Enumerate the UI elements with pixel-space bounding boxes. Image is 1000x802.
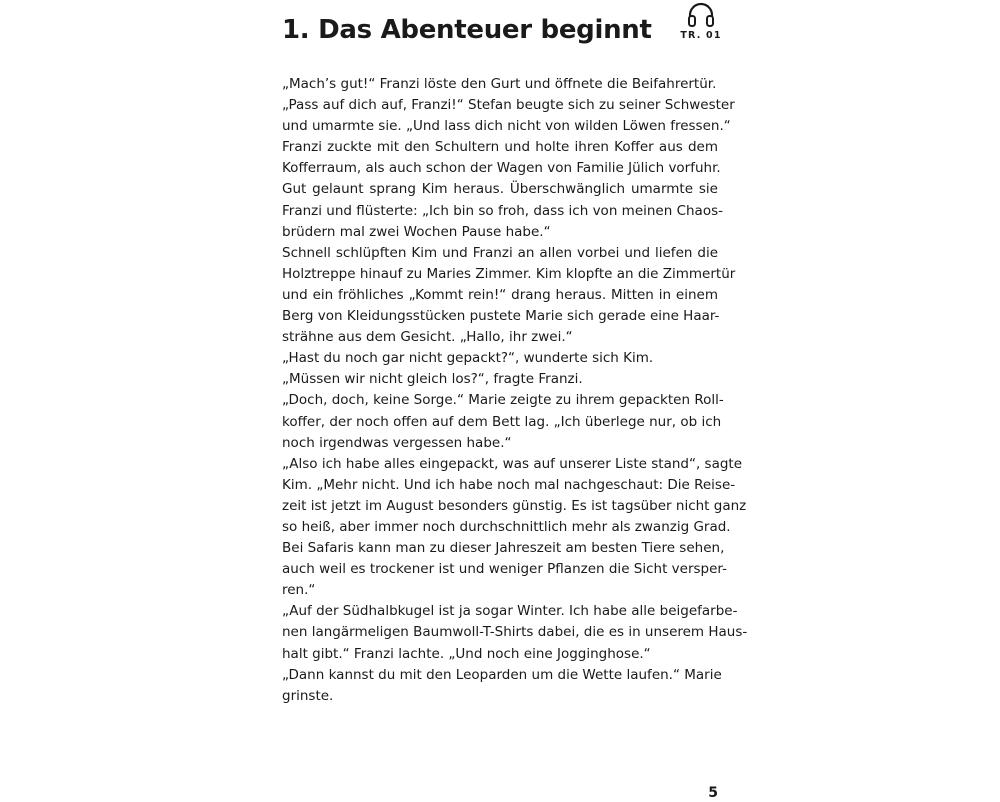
page-number: 5 bbox=[708, 785, 718, 801]
text-line: „Also ich habe alles eingepackt, was auf unserer Liste stand“, sagte bbox=[282, 455, 743, 472]
text-line: strähne aus dem Gesicht. „Hallo, ihr zwei.“ bbox=[282, 329, 573, 346]
text-line: „Auf der Südhalbkugel ist ja sogar Winter. Ich habe alle beigefarbe- bbox=[282, 603, 738, 620]
text-line: „Mach’s gut!“ Franzi löste den Gurt und öffnete die Beifahrertür. bbox=[282, 76, 717, 92]
audio-track-marker bbox=[672, 0, 730, 41]
text-line: Gut gelaunt sprang Kim heraus. Überschwänglich umarmte sie bbox=[282, 181, 718, 198]
text-line: grinste. bbox=[282, 687, 334, 704]
text-line: „Doch, doch, keine Sorge.“ Marie zeigte zu ihrem gepackten Roll- bbox=[282, 392, 724, 409]
text-line: und umarmte sie. „Und lass dich nicht von wilden Löwen fressen.“ bbox=[282, 118, 731, 135]
text-line: „Pass auf dich auf, Franzi!“ Stefan beugte sich zu seiner Schwester bbox=[282, 97, 735, 114]
text-line: Bei Safaris kann man zu dieser Jahreszeit am besten Tiere sehen, bbox=[282, 540, 725, 557]
chapter-title: 1. Das Abenteuer beginnt bbox=[282, 15, 652, 45]
text-line: Kofferraum, als auch schon der Wagen von Familie Jülich vorfuhr. bbox=[282, 160, 721, 177]
text-line: Kim. „Mehr nicht. Und ich habe noch mal nachgeschaut: Die Reise- bbox=[282, 476, 736, 493]
chapter-body-text bbox=[282, 74, 748, 707]
text-line: Franzi und flüsterte: „Ich bin so froh, dass ich von meinen Chaos- bbox=[282, 202, 723, 219]
text-line: „Müssen wir nicht gleich los?“, fragte Franzi. bbox=[282, 371, 583, 388]
text-line: Berg von Kleidungsstücken pustete Marie sich gerade eine Haar- bbox=[282, 308, 720, 325]
text-line: auch weil es trockener ist und weniger Pflanzen die Sicht versper- bbox=[282, 561, 727, 578]
headphones-icon bbox=[686, 0, 716, 28]
text-line: nen langärmeligen Baumwoll-T-Shirts dabei, die es in unserem Haus- bbox=[282, 624, 748, 641]
text-line: koffer, der noch offen auf dem Bett lag. „Ich überlege nur, ob ich bbox=[282, 413, 722, 430]
text-line: Schnell schlüpften Kim und Franzi an allen vorbei und liefen die bbox=[282, 244, 718, 261]
text-line: Franzi zuckte mit den Schultern und holte ihren Koffer aus dem bbox=[282, 139, 718, 156]
text-line: und ein fröhliches „Kommt rein!“ drang heraus. Mitten in einem bbox=[282, 286, 718, 303]
text-line: so heiß, aber immer noch durchschnittlich mehr als zwanzig Grad. bbox=[282, 518, 731, 535]
text-line: halt gibt.“ Franzi lachte. „Und noch eine Jogginghose.“ bbox=[282, 645, 651, 662]
text-line: noch irgendwas vergessen habe.“ bbox=[282, 434, 512, 451]
text-line: „Hast du noch gar nicht gepackt?“, wunderte sich Kim. bbox=[282, 350, 654, 367]
text-line: „Dann kannst du mit den Leoparden um die Wette laufen.“ Marie bbox=[282, 666, 722, 683]
text-line: Holztreppe hinauf zu Maries Zimmer. Kim klopfte an die Zimmertür bbox=[282, 265, 736, 282]
text-line: ren.“ bbox=[282, 582, 316, 599]
text-line: brüdern mal zwei Wochen Pause habe.“ bbox=[282, 223, 551, 240]
track-label: TR. 01 bbox=[680, 30, 722, 41]
text-line: zeit ist jetzt im August besonders günstig. Es ist tagsüber nicht ganz bbox=[282, 497, 747, 514]
